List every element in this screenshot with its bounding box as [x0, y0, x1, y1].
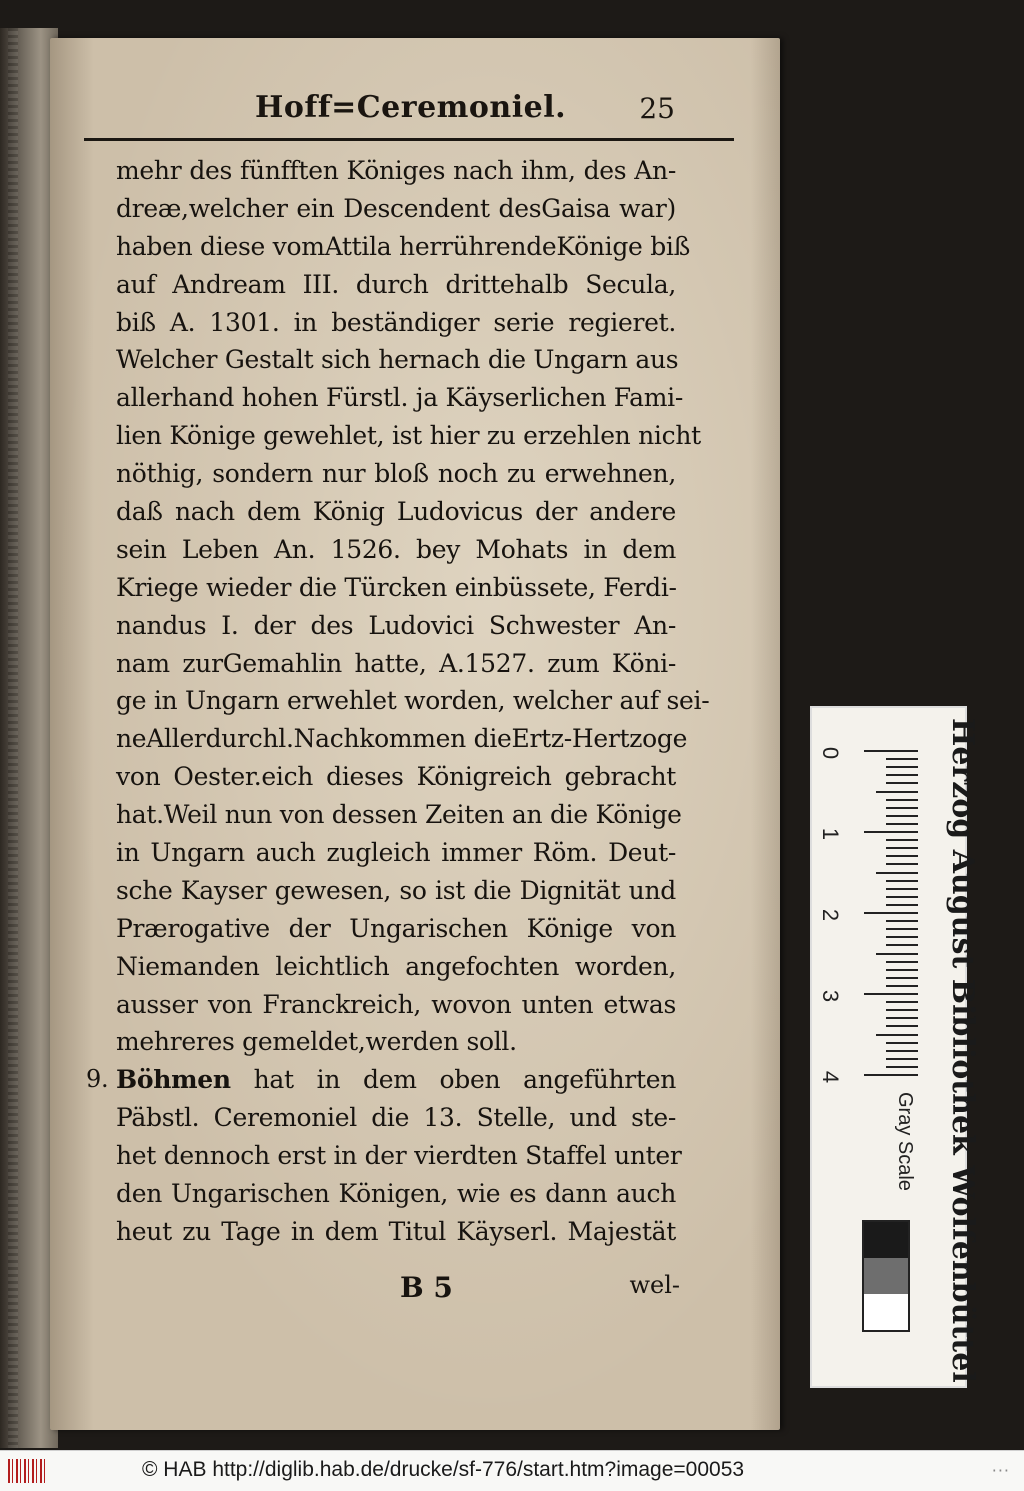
ruler-tick: [864, 750, 918, 752]
ruler-number: 2: [818, 908, 844, 922]
ruler-tick: [864, 831, 918, 833]
paragraph-number: 9.: [86, 1065, 109, 1094]
text-line: sche Kayser gewesen, so ist die Dignität und: [116, 875, 676, 905]
ruler-tick: [886, 928, 918, 930]
ruler-number: 1: [818, 827, 844, 841]
ruler-tick: [886, 1050, 918, 1052]
page-number: 25: [639, 92, 675, 125]
text-line: Kriege wieder die Türcken einbüssete, Ferdi-: [116, 572, 677, 602]
ruler-tick: [886, 961, 918, 963]
gray-scale-label: Gray Scale: [894, 1092, 916, 1191]
text-line: allerhand hohen Fürstl. ja Käyserlichen Fami-: [116, 383, 683, 413]
ruler-tick: [886, 758, 918, 760]
ruler-tick: [886, 799, 918, 801]
ruler-tick: [886, 944, 918, 946]
ruler-tick: [886, 815, 918, 817]
ruler-tick: [864, 912, 918, 914]
text-line: Niemanden leichtlich angefochten worden,: [116, 951, 676, 981]
text-line: hat.Weil nun von dessen Zeiten an die Könige: [116, 800, 682, 830]
text-line: daß nach dem König Ludovicus der andere: [116, 497, 676, 527]
text-line: heut zu Tage in dem Titul Käyserl. Majestät: [116, 1216, 676, 1246]
text-line: Prærogative der Ungarischen Könige von: [116, 913, 676, 943]
text-line: auf Andream III. durch drittehalb Secula,: [116, 269, 676, 299]
text-line: het dennoch erst in der vierdten Staffel unter: [116, 1141, 682, 1171]
text-line: ausser von Franckreich, wovon unten etwas: [116, 989, 676, 1019]
signature-mark: B 5: [400, 1271, 453, 1304]
head-rule: [84, 138, 734, 141]
ruler-tick: [886, 1042, 918, 1044]
text-line: lien Könige gewehlet, ist hier zu erzehlen nicht: [116, 421, 701, 451]
ruler-tick: [864, 1074, 918, 1076]
ruler-number: 3: [818, 989, 844, 1003]
ruler-tick: [886, 985, 918, 987]
hab-barcode-logo-icon: [8, 1459, 48, 1483]
text-line: in Ungarn auch zugleich immer Röm. Deut-: [116, 838, 676, 868]
text-line: nandus I. der des Ludovici Schwester An-: [116, 610, 676, 640]
ruler-tick: [886, 1009, 918, 1011]
text-line: ge in Ungarn erwehlet worden, welcher auf sei-: [116, 686, 710, 716]
ruler-tick: [886, 969, 918, 971]
institution-name: Herzog August Bibliothek Wolfenbüttel: [945, 718, 980, 1383]
ruler: [818, 738, 918, 1088]
ruler-tick: [886, 1066, 918, 1068]
gray-patch: [864, 1294, 908, 1330]
viewer-footer-bar: [0, 1450, 1024, 1491]
ruler-tick: [886, 896, 918, 898]
ruler-tick: [886, 1001, 918, 1003]
running-head: [255, 90, 675, 130]
ruler-tick: [864, 993, 918, 995]
copyright-url-text: © HAB http://diglib.hab.de/drucke/sf-776/start.htm?image=00053: [142, 1458, 745, 1481]
ruler-tick: [886, 847, 918, 849]
gray-patches: [862, 1220, 910, 1332]
text-line: biß A. 1301. in beständiger serie regieret.: [116, 307, 676, 337]
gray-patch: [864, 1258, 908, 1294]
ruler-tick: [886, 774, 918, 776]
ruler-tick: [886, 936, 918, 938]
ruler-tick: [886, 880, 918, 882]
text-line: mehr des fünfften Königes nach ihm, des An-: [116, 156, 676, 185]
body-text: [86, 152, 710, 1251]
ruler-tick: [886, 888, 918, 890]
ruler-tick: [886, 920, 918, 922]
ruler-number: 4: [818, 1070, 844, 1084]
book-page: [50, 38, 780, 1430]
text-line: den Ungarischen Königen, wie es dann auch: [116, 1179, 676, 1209]
section-heading-word: Böhmen: [116, 1065, 231, 1095]
ruler-tick: [886, 1025, 918, 1027]
text-line: Welcher Gestalt sich hernach die Ungarn aus: [116, 345, 679, 375]
ruler-tick: [876, 791, 918, 793]
text-line: haben diese vomAttila herrührendeKönige biß: [116, 231, 690, 261]
text-line: sein Leben An. 1526. bey Mohats in dem: [116, 534, 676, 564]
ruler-tick: [876, 1034, 918, 1036]
running-title: Hoff=Ceremoniel.: [255, 90, 567, 125]
ruler-tick: [886, 766, 918, 768]
ruler-tick: [886, 807, 918, 809]
text-line: dreæ,welcher ein Descendent desGaisa war): [116, 193, 676, 223]
ruler-tick: [876, 953, 918, 955]
text-line: von Oester.eich dieses Königreich gebracht: [116, 762, 676, 792]
text-line: Päbstl. Ceremoniel die 13. Stelle, und ste-: [116, 1103, 676, 1133]
ruler-tick: [886, 863, 918, 865]
gray-scale-card: [810, 706, 980, 1388]
ruler-tick: [886, 855, 918, 857]
text-line: 9. Böhmen hat in dem oben angeführten: [116, 1061, 676, 1099]
gray-patch: [864, 1222, 908, 1258]
ellipsis-icon[interactable]: ···: [991, 1461, 1010, 1480]
ruler-tick: [886, 1017, 918, 1019]
ruler-number: 0: [818, 746, 844, 760]
text-line: neAllerdurchl.Nachkommen dieErtz-Hertzoge: [116, 724, 688, 754]
catchword: wel-: [629, 1271, 680, 1299]
ruler-tick: [886, 839, 918, 841]
text-line: nöthig, sondern nur bloß noch zu erwehnen,: [116, 459, 676, 489]
ruler-tick: [886, 782, 918, 784]
ruler-tick: [886, 977, 918, 979]
ruler-tick: [886, 904, 918, 906]
ruler-tick: [886, 1058, 918, 1060]
ruler-tick: [876, 872, 918, 874]
text-line: nam zurGemahlin hatte, A.1527. zum Köni-: [116, 648, 676, 678]
ruler-tick: [886, 823, 918, 825]
text-line: mehreres gemeldet,werden soll.: [116, 1027, 517, 1057]
page-footer-line: [320, 1271, 680, 1307]
